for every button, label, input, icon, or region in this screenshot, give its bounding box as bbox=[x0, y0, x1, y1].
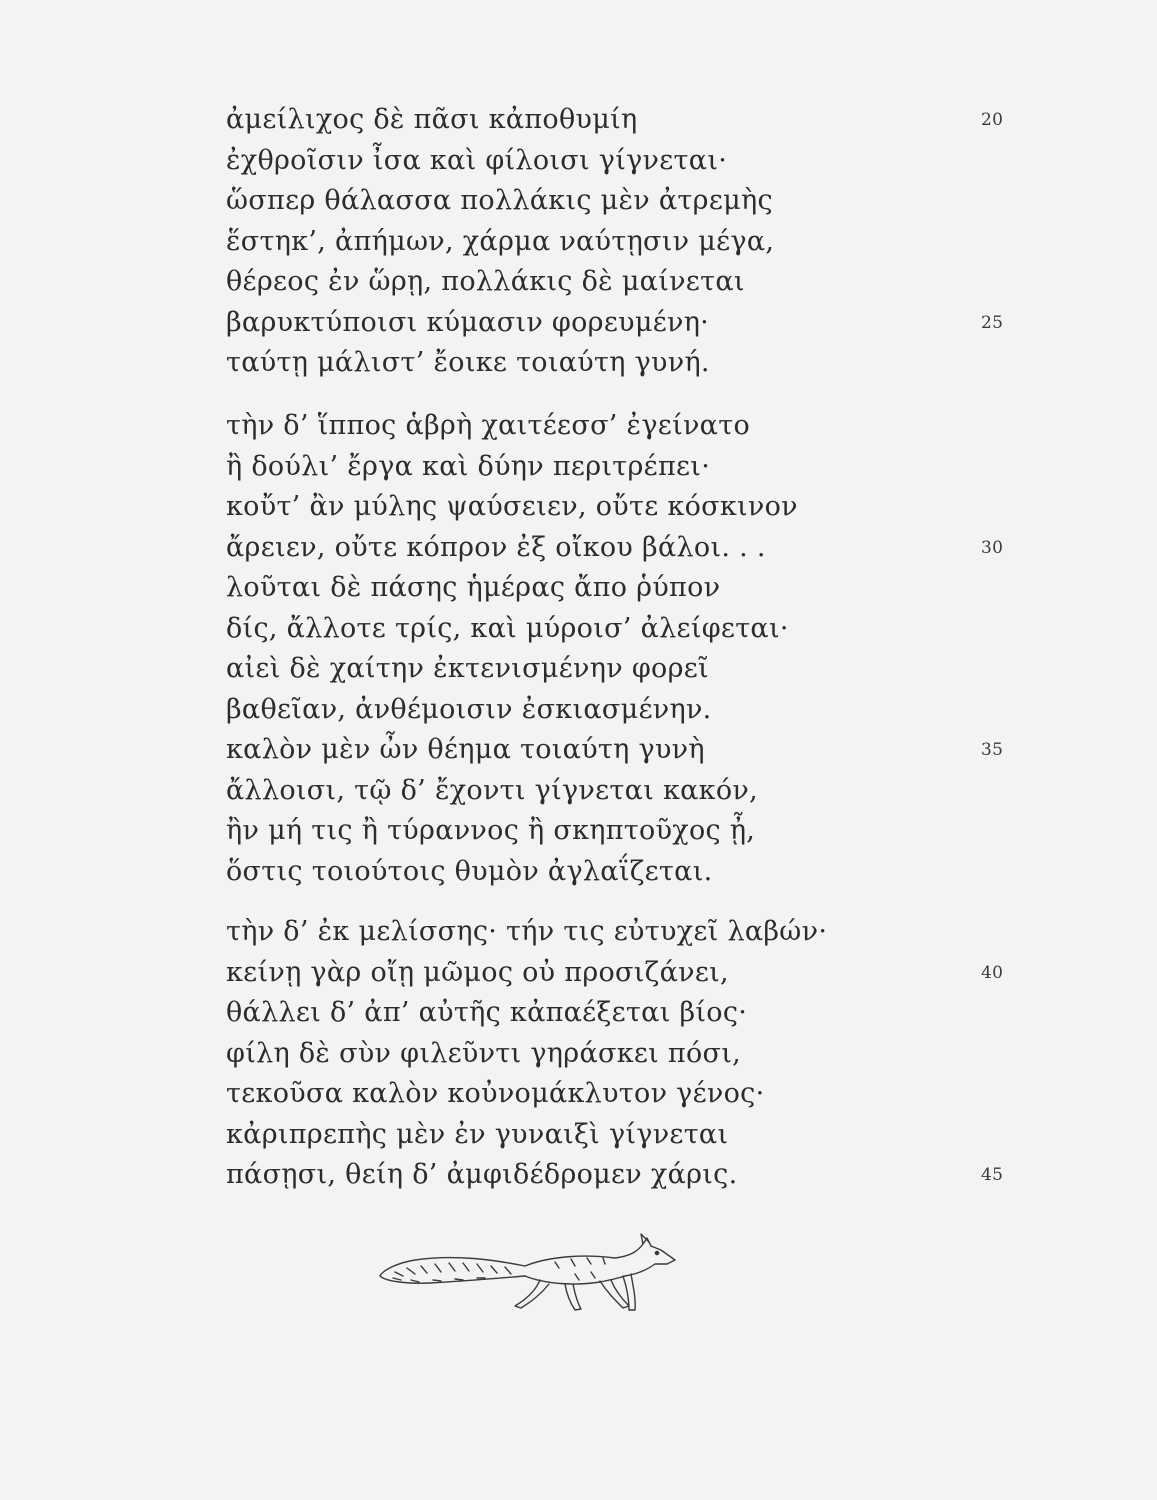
stanza-3 bbox=[226, 912, 1004, 1196]
poem-line-text: αἰεὶ δὲ χαίτην ἐκτενισμένην φορεῖ bbox=[226, 653, 709, 684]
poem-line bbox=[226, 1074, 986, 1115]
poem-line bbox=[226, 303, 1004, 344]
poem-line bbox=[226, 690, 986, 731]
poem-line bbox=[226, 100, 1004, 141]
poem-line bbox=[226, 811, 986, 852]
poem-line-text: ὥσπερ θάλασσα πολλάκις μὲν ἀτρεμὴς bbox=[226, 185, 773, 216]
poem-line-text: τεκοῦσα καλὸν κοὐνομάκλυτον γένος· bbox=[226, 1078, 765, 1109]
poem-line-text: φίλη δὲ σὺν φιλεῦντι γηράσκει πόσι, bbox=[226, 1037, 742, 1069]
line-number: 40 bbox=[981, 962, 1004, 983]
poem-line-text: βαρυκτύποισι κύμασιν φορευμένη· bbox=[226, 306, 710, 338]
line-number: 30 bbox=[981, 537, 1004, 558]
stanza-1 bbox=[226, 100, 1004, 384]
poem-line bbox=[226, 912, 986, 953]
poem-line bbox=[226, 993, 986, 1034]
poem-line-text: ἢ δούλι’ ἔργα καὶ δύην περιτρέπει· bbox=[226, 450, 711, 482]
poem-line bbox=[226, 730, 1004, 771]
poem-line-text: ἀμείλιχος δὲ πᾶσι κἀποθυμίη bbox=[226, 104, 638, 135]
poem-line bbox=[226, 1034, 986, 1075]
poem-line bbox=[226, 222, 986, 263]
poem-line bbox=[226, 771, 986, 812]
poem-line bbox=[226, 262, 986, 303]
fox-illustration-icon bbox=[375, 1226, 685, 1316]
line-number: 20 bbox=[981, 110, 1004, 130]
poem-line-text: ἄρειεν, οὔτε κόπρον ἐξ οἴκου βάλοι. . . bbox=[226, 531, 766, 563]
poem-line bbox=[226, 852, 986, 893]
poem-line-text: τὴν δ’ ἵππος ἁβρὴ χαιτέεσσ’ ἐγείνατο bbox=[226, 410, 750, 441]
poem-line-text: ἐχθροῖσιν ἶσα καὶ φίλοισι γίγνεται· bbox=[226, 144, 728, 176]
poem-line bbox=[226, 141, 986, 182]
poem-line-text: δίς, ἄλλοτε τρίς, καὶ μύροισ’ ἀλείφεται· bbox=[226, 612, 789, 644]
poem-line-text: πάσῃσι, θείη δ’ ἀμφιδέδρομεν χάρις. bbox=[226, 1159, 738, 1190]
poem-line-text: καλὸν μὲν ὦν θέημα τοιαύτη γυνὴ bbox=[226, 734, 705, 765]
poem-line-text: τὴν δ’ ἐκ μελίσσης· τήν τις εὐτυχεῖ λαβών· bbox=[226, 916, 828, 947]
poem-line bbox=[226, 447, 986, 488]
poem-line bbox=[226, 487, 986, 528]
poem-line-text: ταύτῃ μάλιστ’ ἔοικε τοιαύτη γυνή. bbox=[226, 347, 710, 378]
line-number: 25 bbox=[981, 312, 1004, 333]
poem-line-text: λοῦται δὲ πάσης ἡμέρας ἄπο ῥύπον bbox=[226, 572, 721, 603]
poem-line bbox=[226, 181, 986, 222]
poem-line-text: κείνῃ γὰρ οἴῃ μῶμος οὐ προσιζάνει, bbox=[226, 956, 729, 988]
poem-line-text: κἀριπρεπὴς μὲν ἐν γυναιξὶ γίγνεται bbox=[226, 1118, 729, 1150]
line-number: 45 bbox=[981, 1165, 1004, 1185]
poem-line-text: κοὔτ’ ἂν μύλης ψαύσειεν, οὔτε κόσκινον bbox=[226, 491, 798, 522]
poem-line bbox=[226, 649, 986, 690]
line-number: 35 bbox=[981, 740, 1004, 760]
poem-line-text: θέρεος ἐν ὥρῃ, πολλάκις δὲ μαίνεται bbox=[226, 266, 745, 297]
poem-line-text: θάλλει δ’ ἀπ’ αὐτῆς κἀπαέξεται βίος· bbox=[226, 997, 748, 1028]
stanza-2 bbox=[226, 406, 1004, 892]
poem-line bbox=[226, 1155, 1004, 1196]
poem-line bbox=[226, 528, 1004, 569]
poem-line bbox=[226, 343, 986, 384]
poem-line-text: ὅστις τοιούτοις θυμὸν ἀγλαΐζεται. bbox=[226, 855, 713, 887]
poem-line bbox=[226, 609, 986, 650]
poem-line-text: ἢν μή τις ἢ τύραννος ἢ σκηπτοῦχος ᾖ, bbox=[226, 815, 756, 846]
poem-line bbox=[226, 568, 986, 609]
poem-line bbox=[226, 406, 986, 447]
poem-line bbox=[226, 1115, 986, 1156]
poem-line-text: ἕστηκ’, ἀπήμων, χάρμα ναύτῃσιν μέγα, bbox=[226, 225, 775, 257]
poem-line-text: ἄλλοισι, τῷ δ’ ἔχοντι γίγνεται κακόν, bbox=[226, 774, 758, 806]
poem-line-text: βαθεῖαν, ἀνθέμοισιν ἐσκιασμένην. bbox=[226, 693, 712, 725]
poem-line bbox=[226, 953, 1004, 994]
